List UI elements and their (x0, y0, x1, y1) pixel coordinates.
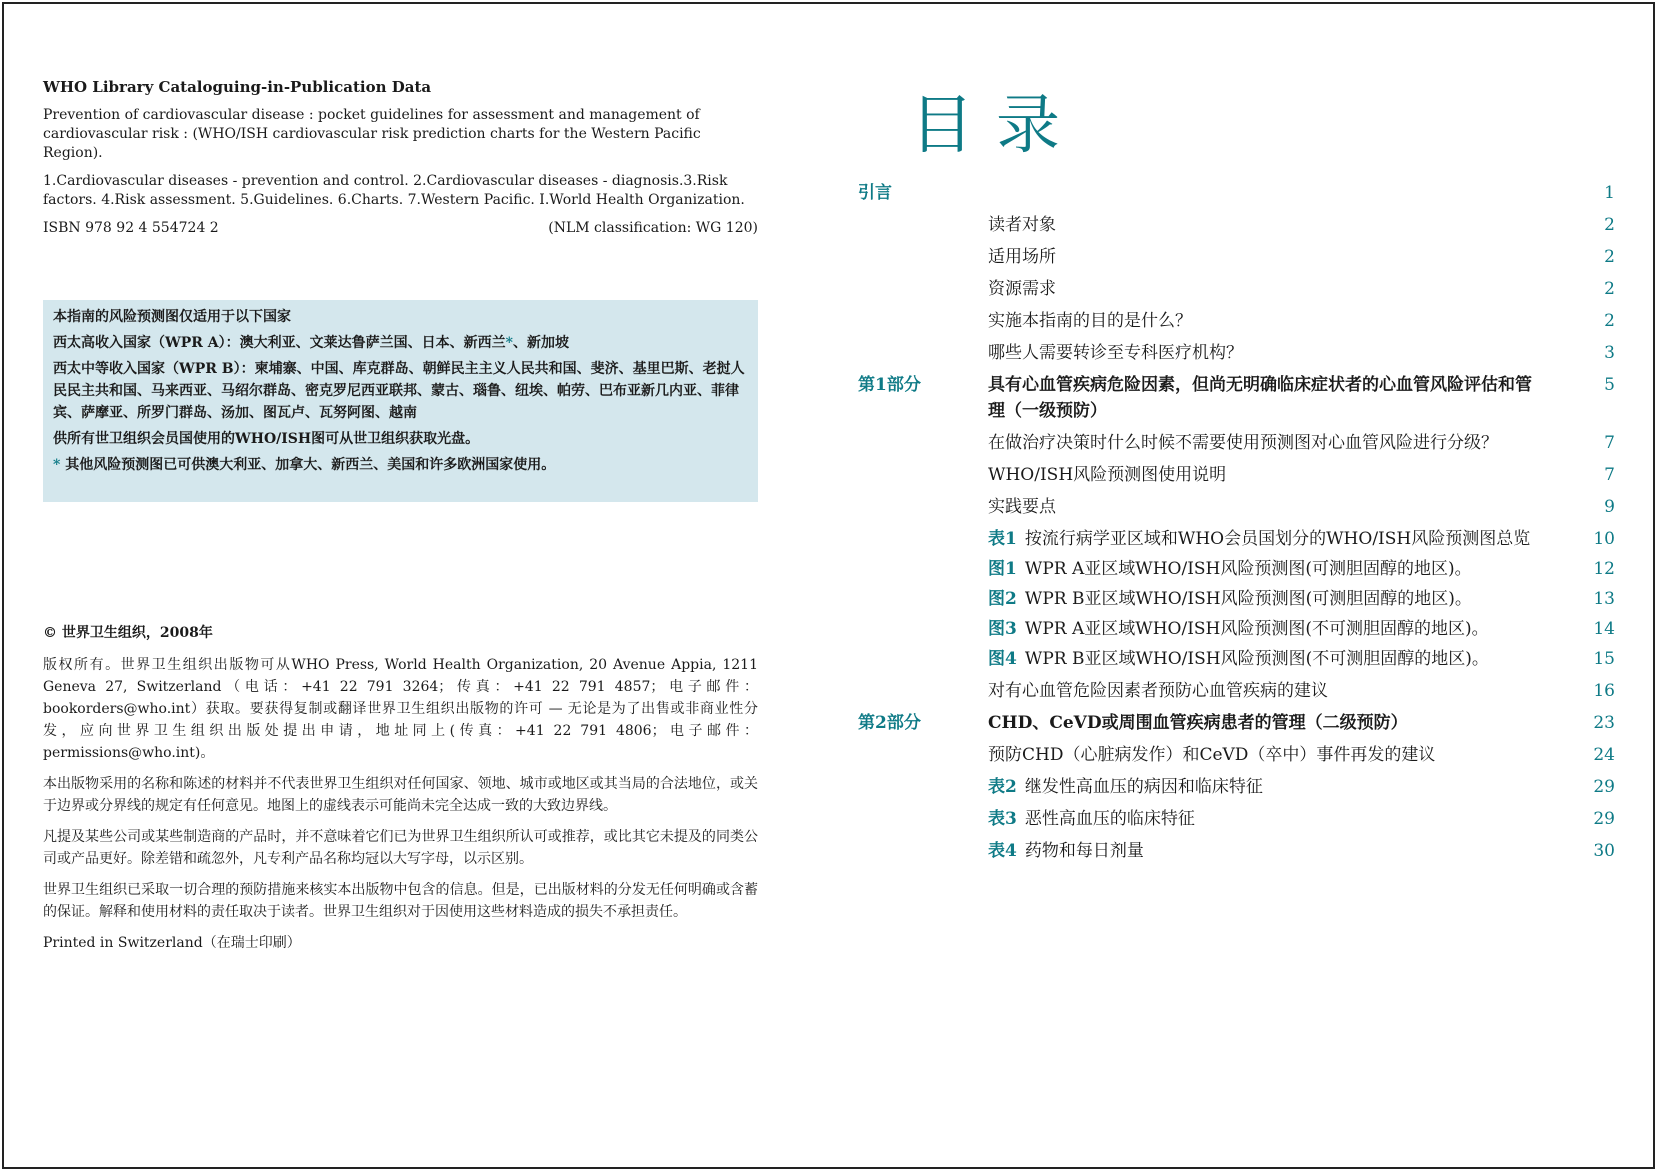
toc-section-label (910, 430, 988, 456)
toc-section-label (910, 616, 988, 642)
toc-entry-text (988, 556, 1575, 582)
toc-entry[interactable] (910, 494, 1615, 520)
toc-page-number: 2 (1604, 247, 1615, 267)
toc-item-title: 药物和每日剂量 (1024, 841, 1144, 861)
toc-page-number: 23 (1593, 713, 1615, 733)
toc-section-label (910, 212, 988, 238)
toc-entry[interactable] (910, 586, 1615, 612)
toc-section-label (910, 526, 988, 552)
toc-section-label (910, 646, 988, 672)
toc-entry-text (988, 276, 1575, 302)
isbn-row (43, 219, 758, 238)
isbn: ISBN 978 92 4 554724 2 (43, 220, 219, 236)
toc-entry[interactable] (910, 646, 1615, 672)
toc-item-title: 预防CHD（心脏病发作）和CeVD（卒中）事件再发的建议 (988, 745, 1436, 765)
toc-item-label: 表2 (988, 777, 1017, 797)
disclaimer-paragraph: 本出版物采用的名称和陈述的材料并不代表世界卫生组织对任何国家、领地、城市或地区或其当局的合法地位，或关于边界或分界线的规定有任何意见。地图上的虚线表示可能尚未完全达成一致的大致边界线。 (43, 776, 758, 814)
toc-entry[interactable] (910, 774, 1615, 800)
notice-title: 本指南的风险预测图仅适用于以下国家 (53, 309, 291, 325)
toc-section-label (910, 678, 988, 704)
toc-entry-text (988, 212, 1575, 238)
toc-entry-text (988, 244, 1575, 270)
toc-section-label: 引言 (858, 183, 892, 203)
toc-section-label (910, 494, 988, 520)
toc-page-number: 29 (1593, 809, 1615, 829)
toc-page-number: 30 (1593, 841, 1615, 861)
toc-entry[interactable] (910, 678, 1615, 704)
printed-in: Printed in Switzerland（在瑞士印刷） (43, 935, 301, 951)
toc-page-number: 9 (1604, 497, 1615, 517)
toc-entry[interactable] (910, 556, 1615, 582)
toc-entry-text (988, 462, 1575, 488)
toc-page-number: 10 (1593, 529, 1615, 549)
cip-subjects: 1.Cardiovascular diseases - prevention and control. 2.Cardiovascular diseases - diagnosis.3.Risk factors. 4.Risk assessment. 5.Guidelines. 6.Charts. 7.Western Pacific. I.World Health Organization. (43, 173, 745, 208)
toc-entry-text (988, 616, 1575, 642)
toc-entry[interactable] (910, 276, 1615, 302)
toc-page-number: 13 (1593, 589, 1615, 609)
asterisk-mark: * (505, 335, 513, 351)
toc-page-number: 16 (1593, 681, 1615, 701)
toc-entry[interactable] (910, 244, 1615, 270)
toc-page-number: 14 (1593, 619, 1615, 639)
toc-section-label (910, 276, 988, 302)
toc-entry[interactable] (910, 462, 1615, 488)
toc-entry-text (988, 586, 1575, 612)
toc-page-number: 2 (1604, 215, 1615, 235)
notice-wpr-a (53, 332, 748, 354)
toc-section-label (910, 556, 988, 582)
toc-item-title: 在做治疗决策时什么时候不需要使用预测图对心血管风险进行分级？ (988, 433, 1498, 453)
toc-entry-text (988, 710, 1575, 736)
notice-cd-availability: 供所有世卫组织会员国使用的WHO/ISH图可从世卫组织获取光盘。 (53, 431, 480, 447)
toc-item-label: 图1 (988, 559, 1017, 579)
toc-section-label (910, 806, 988, 832)
toc-item-label: 图4 (988, 649, 1017, 669)
toc-item-title: 哪些人需要转诊至专科医疗机构？ (988, 343, 1243, 363)
notice-footnote (53, 454, 748, 476)
toc-page-number: 29 (1593, 777, 1615, 797)
toc-entry-text (988, 774, 1575, 800)
toc-section-label (910, 244, 988, 270)
toc-page-number: 3 (1604, 343, 1615, 363)
toc-item-label: 表3 (988, 809, 1017, 829)
notice-wpr-a-text: 西太高收入国家（WPR A）：澳大利亚、文莱达鲁萨兰国、日本、新西兰 (53, 335, 506, 351)
toc-entry[interactable] (910, 616, 1615, 642)
toc-section-label: 第1部分 (858, 375, 921, 395)
toc-entry[interactable] (858, 710, 1615, 736)
toc-entry-text (988, 372, 1575, 424)
table-of-contents (858, 180, 1615, 864)
toc-entry-text (988, 494, 1575, 520)
toc-entry-text (988, 180, 1575, 206)
toc-item-label: 图2 (988, 589, 1017, 609)
toc-item-title: WHO/ISH风险预测图使用说明 (988, 465, 1227, 485)
toc-entry[interactable] (910, 212, 1615, 238)
toc-entry-text (988, 430, 1575, 456)
toc-item-title: 资源需求 (988, 279, 1056, 299)
cip-title: WHO Library Cataloguing-in-Publication Data (43, 78, 432, 96)
toc-item-label: 图3 (988, 619, 1017, 639)
toc-page-number: 12 (1593, 559, 1615, 579)
toc-entry[interactable] (858, 180, 1615, 206)
toc-title: 目录 (910, 89, 1082, 163)
toc-section-label (910, 462, 988, 488)
toc-item-title: 实践要点 (988, 497, 1056, 517)
applicability-notice-box (43, 300, 758, 502)
toc-section-label (910, 742, 988, 768)
footnote-text: 其他风险预测图已可供澳大利亚、加拿大、新西兰、美国和许多欧洲国家使用。 (65, 457, 556, 473)
toc-entry-text (988, 646, 1575, 672)
toc-page-number: 7 (1604, 433, 1615, 453)
toc-entry-text (988, 742, 1575, 768)
toc-item-label: 表1 (988, 529, 1017, 549)
toc-entry-text (988, 340, 1575, 366)
toc-item-title: 对有心血管危险因素者预防心血管疾病的建议 (988, 681, 1328, 701)
nlm-classification: (NLM classification: WG 120) (548, 220, 758, 236)
toc-item-title: 具有心血管疾病危险因素，但尚无明确临床症状者的心血管风险评估和管理（一级预防） (988, 375, 1532, 421)
toc-item-title: 读者对象 (988, 215, 1056, 235)
toc-entry-text (988, 308, 1575, 334)
cip-block (43, 78, 758, 238)
toc-page-number: 5 (1604, 375, 1615, 395)
toc-entry-text (988, 678, 1575, 704)
toc-section-label (910, 774, 988, 800)
copyright-block (43, 622, 758, 963)
toc-entry[interactable] (910, 806, 1615, 832)
copyright-paragraph: 版权所有。世界卫生组织出版物可从WHO Press, World Health Organization, 20 Avenue Appia, 1211 Geneva 27, Switzerland（电话：+41 22 791 3264；传真：+41 22 791 4857；电子邮件：bookorders@who.int）获取。要获得复制或翻译世界卫生组织出版物的许可 — 无论是为了出售或非商业性分发，应向世界卫生组织出版处提出申请，地址同上(传真：+41 22 791 4806；电子邮件：permissions@who.int)。 (43, 657, 758, 761)
toc-item-title: WPR A亚区域WHO/ISH风险预测图(可测胆固醇的地区)。 (1024, 559, 1472, 579)
endorsement-paragraph: 凡提及某些公司或某些制造商的产品时，并不意味着它们已为世界卫生组织所认可或推荐，或比其它未提及的同类公司或产品更好。除差错和疏忽外，凡专利产品名称均冠以大写字母，以示区别。 (43, 829, 758, 867)
toc-item-title: 按流行病学亚区域和WHO会员国划分的WHO/ISH风险预测图总览 (1024, 529, 1531, 549)
toc-section-label (910, 340, 988, 366)
toc-item-title: WPR A亚区域WHO/ISH风险预测图(不可测胆固醇的地区)。 (1024, 619, 1489, 639)
liability-paragraph: 世界卫生组织已采取一切合理的预防措施来核实本出版物中包含的信息。但是，已出版材料的分发无任何明确或含蓄的保证。解释和使用材料的责任取决于读者。世界卫生组织对于因使用这些材料造成的损失不承担责任。 (43, 882, 758, 920)
toc-item-label: 表4 (988, 841, 1017, 861)
toc-entry[interactable] (910, 340, 1615, 366)
toc-section-label (910, 586, 988, 612)
toc-page-number: 1 (1604, 183, 1615, 203)
toc-item-title: 实施本指南的目的是什么？ (988, 311, 1192, 331)
copyright-title: © 世界卫生组织，2008年 (43, 625, 213, 641)
toc-section-label (910, 838, 988, 864)
toc-item-title: CHD、CeVD或周围血管疾病患者的管理（二级预防） (988, 713, 1408, 733)
toc-entry[interactable] (910, 742, 1615, 768)
notice-wpr-a-tail: 、新加坡 (512, 335, 569, 351)
toc-entry[interactable] (910, 838, 1615, 864)
toc-page-number: 2 (1604, 311, 1615, 331)
toc-page-number: 2 (1604, 279, 1615, 299)
toc-item-title: 恶性高血压的临床特征 (1024, 809, 1195, 829)
toc-page-number: 24 (1593, 745, 1615, 765)
toc-page-number: 15 (1593, 649, 1615, 669)
toc-entry[interactable] (910, 308, 1615, 334)
toc-page-number: 7 (1604, 465, 1615, 485)
toc-entry[interactable] (910, 430, 1615, 456)
toc-item-title: WPR B亚区域WHO/ISH风险预测图(可测胆固醇的地区)。 (1024, 589, 1472, 609)
toc-entry[interactable] (858, 372, 1615, 424)
toc-item-title: 继发性高血压的病因和临床特征 (1024, 777, 1263, 797)
notice-wpr-b: 西太中等收入国家（WPR B）：柬埔寨、中国、库克群岛、朝鲜民主主义人民共和国、斐济、基里巴斯、老挝人民民主共和国、马来西亚、马绍尔群岛、密克罗尼西亚联邦、蒙古、瑙鲁、纽埃、帕劳、巴布亚新几内亚、菲律宾、萨摩亚、所罗门群岛、汤加、图瓦卢、瓦努阿图、越南 (53, 361, 745, 421)
toc-entry-text (988, 806, 1575, 832)
toc-section-label (910, 308, 988, 334)
cip-description: Prevention of cardiovascular disease : pocket guidelines for assessment and management of cardiovascular risk : (WHO/ISH cardiovascular risk prediction charts for the Western Pacific Region). (43, 107, 701, 161)
toc-section-label: 第2部分 (858, 713, 921, 733)
toc-entry-text (988, 526, 1575, 552)
toc-item-title: WPR B亚区域WHO/ISH风险预测图(不可测胆固醇的地区)。 (1024, 649, 1489, 669)
toc-entry[interactable] (910, 526, 1615, 552)
toc-entry-text (988, 838, 1575, 864)
toc-item-title: 适用场所 (988, 247, 1056, 267)
footnote-asterisk: * (53, 457, 61, 473)
